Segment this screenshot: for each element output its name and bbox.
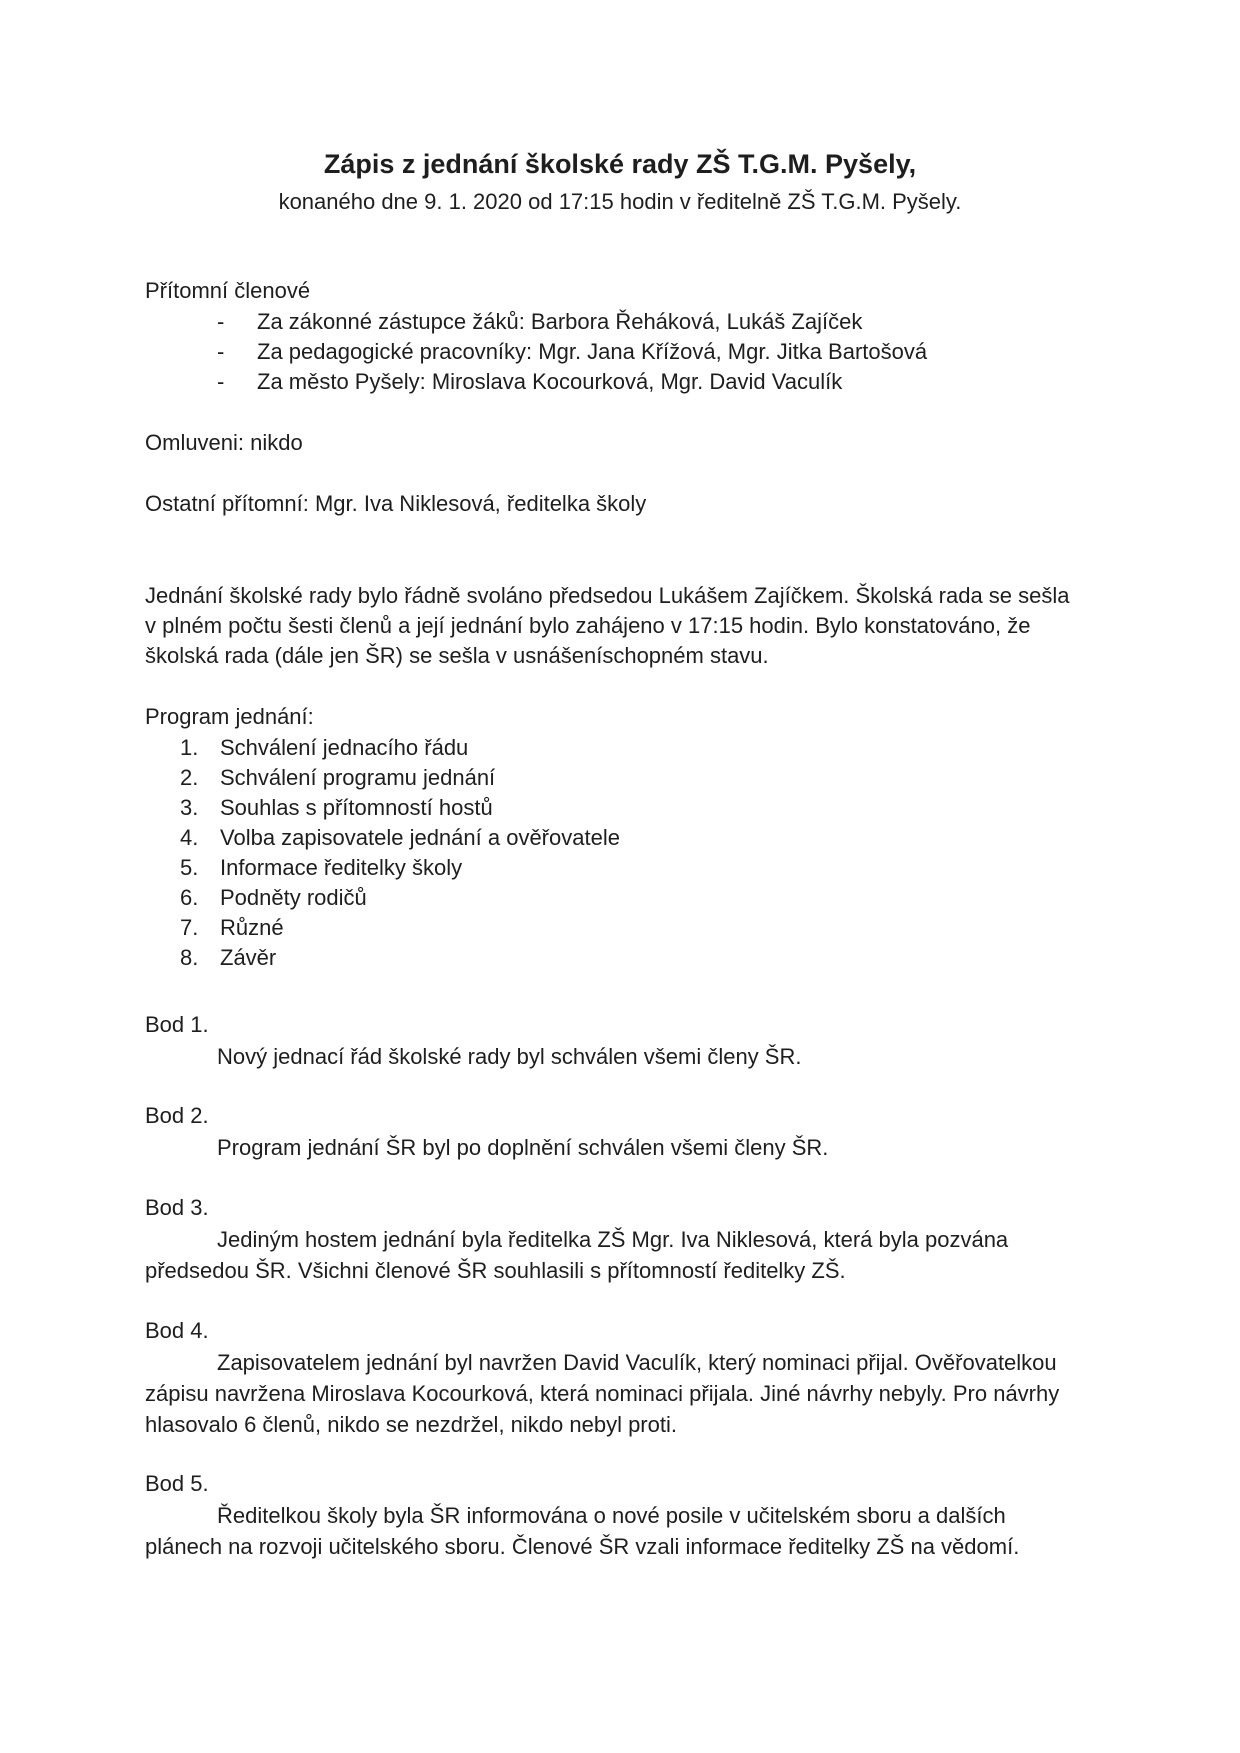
program-item [180, 733, 620, 763]
program-item-number: 3. [180, 795, 199, 820]
present-member-item [217, 367, 927, 397]
point-text: Zapisovatelem jednání byl navržen David Vaculík, který nominaci přijal. Ověřovatelkou zápisu navržena Miroslava Kocourková, která nominaci přijala. Jiné návrhy nebyly. Pro návrhy hlasovalo 6 členů, nikdo se nezdržel, nikdo nebyl proti. [145, 1350, 1060, 1437]
others-present-line: Ostatní přítomní: Mgr. Iva Niklesová, ředitelka školy [145, 491, 647, 516]
program-item-text: Závěr [220, 945, 277, 970]
program-heading: Program jednání: [145, 704, 314, 729]
program-item [180, 853, 620, 883]
program-item-number: 4. [180, 825, 199, 850]
program-item-text: Různé [220, 915, 284, 940]
program-item-text: Volba zapisovatele jednání a ověřovatele [220, 825, 620, 850]
present-member-text: Za město Pyšely: Miroslava Kocourková, Mgr. David Vaculík [257, 369, 843, 394]
program-item-text: Souhlas s přítomností hostů [220, 795, 493, 820]
excused-line: Omluveni: nikdo [145, 430, 303, 455]
program-item-number: 8. [180, 945, 199, 970]
document-subtitle: konaného dne 9. 1. 2020 od 17:15 hodin v ředitelně ZŠ T.G.M. Pyšely. [278, 189, 962, 214]
program-item-text: Informace ředitelky školy [220, 855, 463, 880]
present-member-item [217, 307, 927, 337]
program-item [180, 793, 620, 823]
program-item [180, 913, 620, 943]
program-item-number: 1. [180, 735, 199, 760]
point-text: Nový jednací řád školské rady byl schválen všemi členy ŠR. [217, 1044, 802, 1069]
point-text: Jediným hostem jednání byla ředitelka ZŠ Mgr. Iva Niklesová, která byla pozvána předsedou ŠR. Všichni členové ŠR souhlasili s přítomností ředitelky ZŠ. [145, 1227, 1009, 1283]
present-heading: Přítomní členové [145, 278, 311, 303]
program-item-text: Schválení programu jednání [220, 765, 496, 790]
point-label: Bod 1. [145, 1012, 209, 1037]
dash-bullet: - [217, 369, 225, 394]
program-item-number: 6. [180, 885, 199, 910]
point-text: Program jednání ŠR byl po doplnění schválen všemi členy ŠR. [217, 1135, 829, 1160]
point-text: Ředitelkou školy byla ŠR informována o nové posile v učitelském sboru a dalších plánech na rozvoji učitelského sboru. Členové ŠR vzali informace ředitelky ZŠ na vědomí. [145, 1503, 1020, 1559]
program-item-text: Schválení jednacího řádu [220, 735, 469, 760]
program-item-number: 7. [180, 915, 199, 940]
document-title: Zápis z jednání školské rady ZŠ T.G.M. Pyšely, [323, 149, 917, 179]
dash-bullet: - [217, 339, 225, 364]
point-label: Bod 2. [145, 1103, 209, 1128]
program-item [180, 823, 620, 853]
program-item [180, 883, 620, 913]
program-list [180, 733, 620, 973]
program-item-number: 2. [180, 765, 199, 790]
present-member-text: Za pedagogické pracovníky: Mgr. Jana Křížová, Mgr. Jitka Bartošová [257, 339, 928, 364]
dash-bullet: - [217, 309, 225, 334]
point-label: Bod 5. [145, 1471, 209, 1496]
point-label: Bod 3. [145, 1195, 209, 1220]
present-member-item [217, 337, 927, 367]
point-label: Bod 4. [145, 1318, 209, 1343]
present-member-text: Za zákonné zástupce žáků: Barbora Řeháková, Lukáš Zajíček [257, 309, 863, 334]
program-item [180, 763, 620, 793]
program-item-number: 5. [180, 855, 199, 880]
present-members-list [217, 307, 927, 397]
program-item-text: Podněty rodičů [220, 885, 367, 910]
intro-paragraph: Jednání školské rady bylo řádně svoláno předsedou Lukášem Zajíčkem. Školská rada se sešla v plném počtu šesti členů a její jednání bylo zahájeno v 17:15 hodin. Bylo konstatováno, že školská rada (dále jen ŠR) se sešla v usnášeníschopném stavu. [145, 583, 1070, 668]
program-item [180, 943, 620, 973]
